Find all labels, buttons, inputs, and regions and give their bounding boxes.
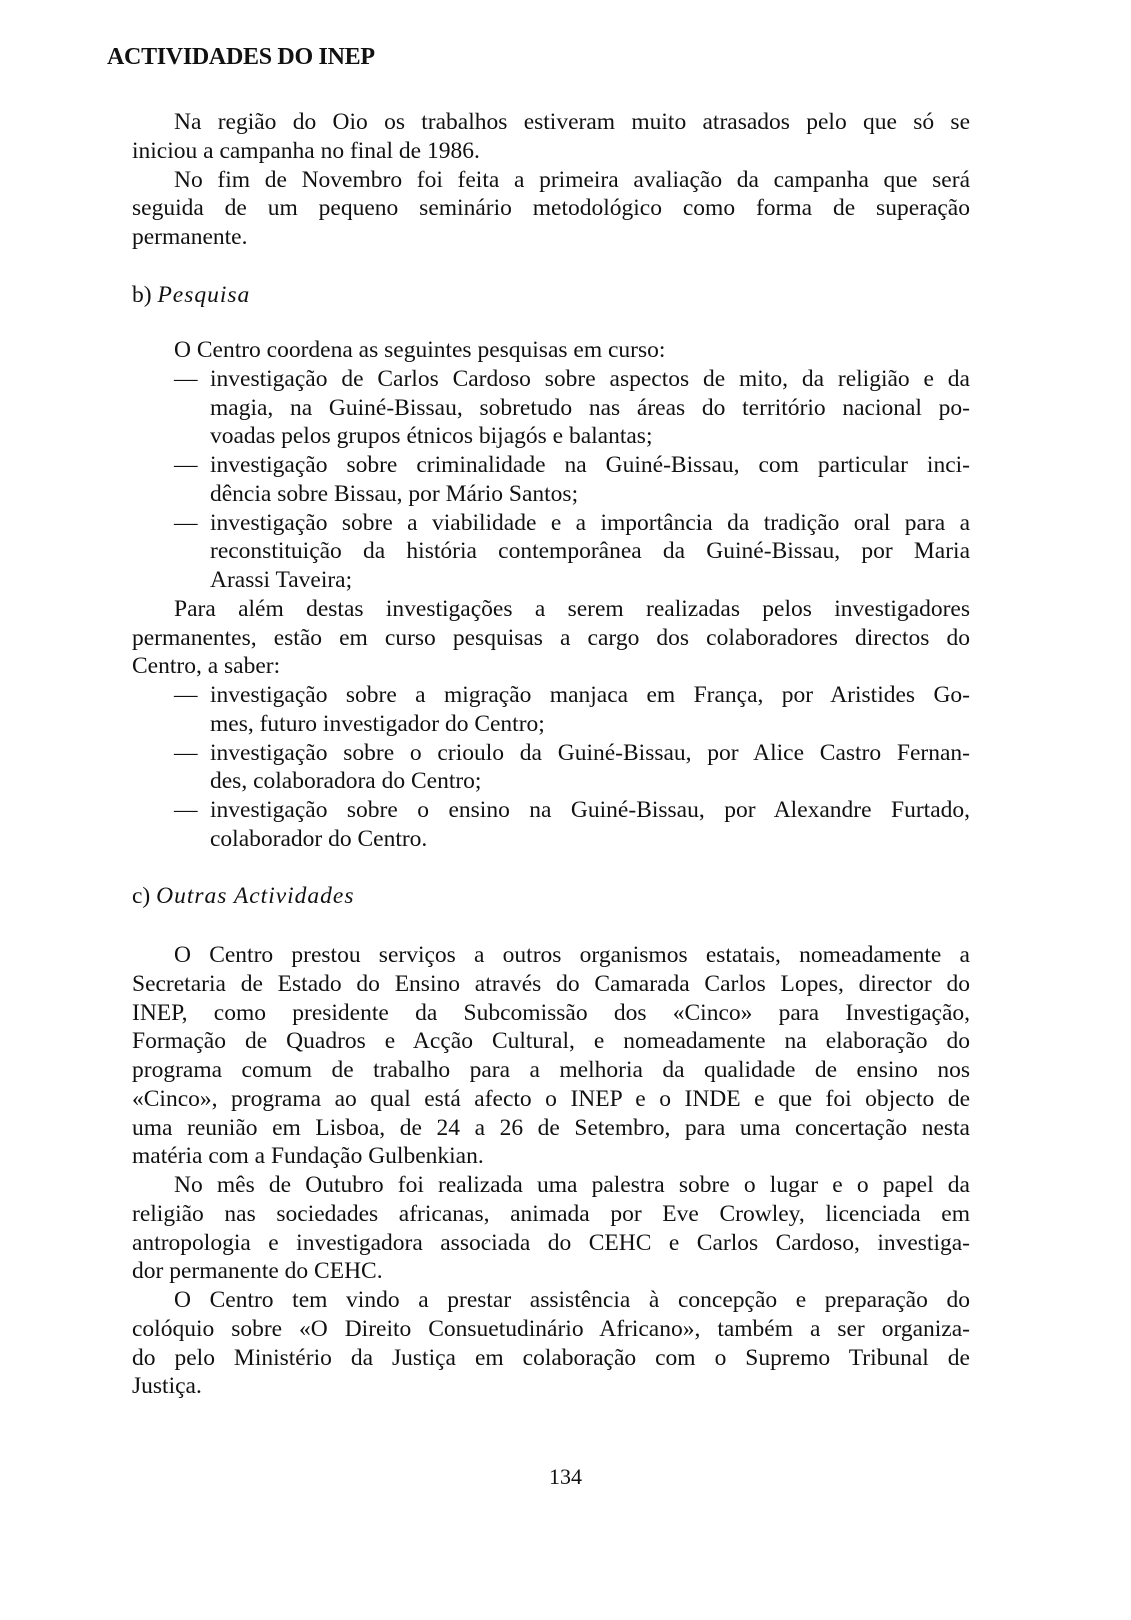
subheading-label: c) <box>132 883 151 909</box>
text-line: O Centro tem vindo a prestar assistência à concepção e preparação do <box>174 1287 970 1313</box>
text-line: O Centro coordena as seguintes pesquisas em curso: <box>174 337 666 363</box>
text-line: Formação de Quadros e Acção Cultural, e nomeadamente na elaboração do <box>132 1028 970 1055</box>
text-line: «Cinco», programa ao qual está afecto o INEP e o INDE e que foi objecto de <box>132 1085 970 1112</box>
text-line: Para além destas investigações a serem realizadas pelos investigadores <box>174 595 970 622</box>
list-dash: — <box>174 797 198 823</box>
list-item-line: investigação de Carlos Cardoso sobre aspectos de mito, da religião e da <box>210 365 970 392</box>
subheading-title: Outras Actividades <box>156 883 355 909</box>
list-dash: — <box>174 365 198 392</box>
text-line: No fim de Novembro foi feita a primeira avaliação da campanha que será <box>174 166 970 193</box>
subheading-title: Pesquisa <box>157 282 251 308</box>
text-line: permanente. <box>132 224 248 250</box>
text-line: des, colaboradora do Centro; <box>210 768 482 795</box>
text-line: INEP, como presidente da Subcomissão dos «Cinco» para Investigação, <box>132 999 970 1026</box>
text-line: uma reunião em Lisboa, de 24 a 26 de Setembro, para uma concertação nesta <box>132 1114 970 1141</box>
text-line: religião nas sociedades africanas, animada por Eve Crowley, licenciada em <box>132 1200 970 1227</box>
list-item-line: investigação sobre o crioulo da Guiné-Bissau, por Alice Castro Fernan- <box>210 739 970 766</box>
text-line: programa comum de trabalho para a melhoria da qualidade de ensino nos <box>132 1057 970 1083</box>
page-number: 134 <box>549 1464 582 1489</box>
list-dash: — <box>174 452 198 478</box>
text-line: colaborador do Centro. <box>210 825 428 852</box>
text-line: colóquio sobre «O Direito Consuetudinário Africano», também a ser organiza- <box>132 1315 970 1342</box>
list-dash: — <box>174 682 198 708</box>
text-line: antropologia e investigadora associada do CEHC e Carlos Cardoso, investiga- <box>132 1229 970 1256</box>
text-line: magia, na Guiné-Bissau, sobretudo nas áreas do território nacional po- <box>210 394 970 421</box>
text-line: do pelo Ministério da Justiça em colaboração com o Supremo Tribunal de <box>132 1344 970 1371</box>
subheading-label: b) <box>132 282 152 308</box>
list-item-line: investigação sobre criminalidade na Guiné-Bissau, com particular inci- <box>210 452 970 478</box>
text-line: dor permanente do CEHC. <box>132 1258 383 1285</box>
text-line: voadas pelos grupos étnicos bijagós e balantas; <box>210 423 653 450</box>
list-item-line: investigação sobre a migração manjaca em França, por Aristides Go- <box>210 682 970 708</box>
subheading-pesquisa <box>132 281 250 310</box>
text-line: reconstituição da história contemporânea da Guiné-Bissau, por Maria <box>210 538 970 565</box>
text-line: O Centro prestou serviços a outros organismos estatais, nomeadamente a <box>174 942 970 968</box>
subheading-outras-actividades <box>132 882 355 911</box>
text-line: matéria com a Fundação Gulbenkian. <box>132 1143 484 1170</box>
list-dash: — <box>174 509 198 536</box>
text-line: Arassi Taveira; <box>210 567 353 593</box>
list-dash: — <box>174 739 198 766</box>
text-line: Centro, a saber: <box>132 653 281 680</box>
text-line: mes, futuro investigador do Centro; <box>210 710 545 737</box>
page-header-title: ACTIVIDADES DO INEP <box>107 44 375 70</box>
text-line: iniciou a campanha no final de 1986. <box>132 137 480 164</box>
list-item-line: investigação sobre a viabilidade e a importância da tradição oral para a <box>210 509 970 536</box>
text-line: seguida de um pequeno seminário metodológico como forma de superação <box>132 195 970 222</box>
text-line: Justiça. <box>132 1373 202 1400</box>
text-line: permanentes, estão em curso pesquisas a cargo dos colaboradores directos do <box>132 624 970 651</box>
list-item-line: investigação sobre o ensino na Guiné-Bissau, por Alexandre Furtado, <box>210 797 970 823</box>
text-line: Na região do Oio os trabalhos estiveram muito atrasados pelo que só se <box>174 109 970 135</box>
text-line: Secretaria de Estado do Ensino através do Camarada Carlos Lopes, director do <box>132 970 970 997</box>
text-line: No mês de Outubro foi realizada uma palestra sobre o lugar e o papel da <box>174 1172 970 1198</box>
text-line: dência sobre Bissau, por Mário Santos; <box>210 480 579 507</box>
